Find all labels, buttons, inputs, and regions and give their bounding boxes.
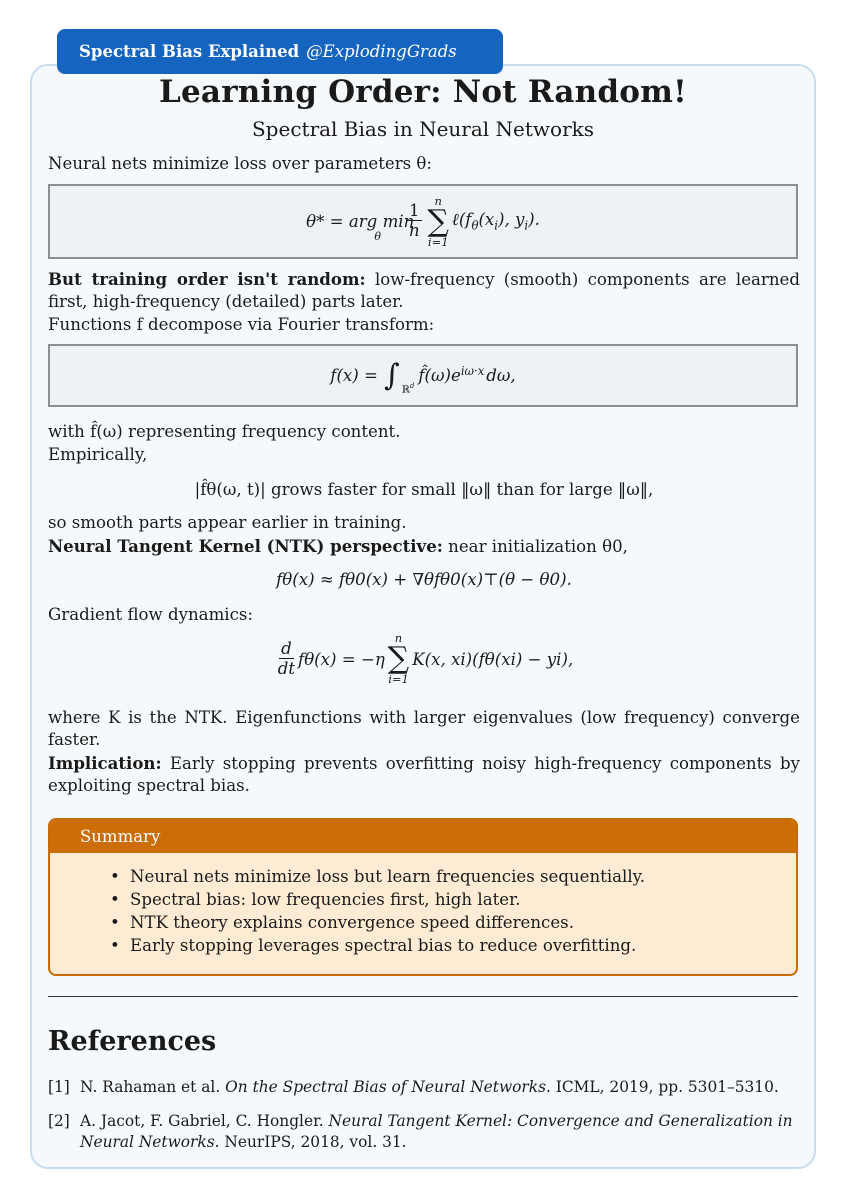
eq4-fraction [278, 640, 295, 679]
integral-icon: ∫ [383, 358, 400, 393]
summary-item: • Early stopping leverages spectral bias to reduce overfitting. [130, 934, 796, 957]
eq1-frac-den: n [408, 221, 420, 240]
eq1-tail: ). [528, 210, 540, 230]
with-line: with f̂(ω) representing frequency content. [48, 422, 401, 441]
eq2-integral-sub-sup: d [409, 381, 415, 390]
reference-title: On the Spectral Bias of Neural Networks. [225, 1078, 551, 1096]
header-tag [57, 29, 503, 74]
eq2-exp: iω·x [460, 363, 485, 378]
reference-item [48, 1077, 800, 1098]
ntk-bold: Neural Tangent Kernel (NTK) perspective: [48, 536, 443, 556]
eq4-body: K(x, xi)(fθ(xi) − yi), [412, 649, 574, 669]
training-order-text: low-frequency (smooth) components are learned first, high-frequency (detailed) parts later. [48, 270, 800, 311]
eq4-frac-num: d [281, 638, 292, 658]
reference-number: [1] [48, 1078, 70, 1096]
implication-paragraph [48, 752, 800, 797]
training-order-bold: But training order isn't random: [48, 269, 366, 289]
eq1-sum-bottom: i=1 [427, 234, 449, 249]
eq1-body-rest-sub: i [494, 218, 499, 233]
equation-ntk-linearization: fθ(x) ≈ fθ0(x) + ∇θfθ0(x)⊤(θ − θ0). [276, 570, 572, 589]
eq2-lhs: f(x) = [330, 366, 378, 385]
summary-heading: Summary [50, 820, 796, 853]
eq1-body-sub: θ [471, 218, 479, 233]
empirically-line: Empirically, [48, 445, 148, 464]
growth-statement: |f̂θ(ω, t)| grows faster for small ‖ω‖ than for large ‖ω‖, [194, 480, 654, 499]
eq1-lhs: θ* = arg min [306, 212, 415, 231]
eq4-sum: n ∑ i=1 [387, 631, 410, 686]
equation-argmin [48, 184, 798, 259]
reference-authors: A. Jacot, F. Gabriel, C. Hongler. [80, 1112, 324, 1130]
fourier-intro: Functions f decompose via Fourier transform: [48, 315, 435, 334]
eq1-body-end: ), y [498, 210, 525, 230]
eq1-sub: θ [374, 230, 381, 243]
reference-number: [2] [48, 1112, 70, 1130]
where-paragraph: where K is the NTK. Eigenfunctions with larger eigenvalues (low frequency) converge faster. [48, 708, 800, 749]
header-tag-handle: @ExplodingGrads [306, 42, 457, 61]
section-divider [48, 996, 798, 997]
page-title: Learning Order: Not Random! [159, 74, 687, 110]
eq1-sum: n ∑ i=1 [427, 193, 449, 249]
reference-authors: N. Rahaman et al. [80, 1078, 221, 1096]
references-heading: References [48, 1026, 217, 1057]
summary-item: • Spectral bias: low frequencies first, high later. [130, 888, 796, 911]
equation-fourier [48, 344, 798, 407]
eq2-tail: dω, [486, 366, 516, 385]
eq1-body-end-sub: i [524, 218, 529, 233]
summary-box [48, 818, 798, 976]
eq4-lhs: fθ(x) = −η [298, 649, 385, 669]
training-order-paragraph [48, 268, 800, 313]
eq4-sum-bottom: i=1 [388, 672, 409, 686]
summary-list [50, 865, 796, 957]
reference-title: Neural Tangent Kernel: Convergence and Generalization in Neural Networks. [80, 1112, 793, 1151]
intro-text: Neural nets minimize loss over parameters θ: [48, 154, 432, 173]
smooth-line: so smooth parts appear earlier in training. [48, 513, 407, 532]
summary-item: • Neural nets minimize loss but learn frequencies sequentially. [130, 865, 796, 888]
ntk-text: near initialization θ0, [448, 537, 628, 556]
page-subtitle: Spectral Bias in Neural Networks [251, 117, 595, 141]
reference-item [48, 1111, 800, 1153]
eq4-sum-top: n [394, 631, 403, 645]
eq1-body-rest: (x [478, 210, 495, 230]
eq1-sum-top: n [434, 193, 442, 208]
summary-item: • NTK theory explains convergence speed differences. [130, 911, 796, 934]
eq4-frac-den: dt [277, 658, 296, 678]
reference-venue: ICML, 2019, pp. 5301–5310. [555, 1078, 779, 1096]
equation-gradient-flow [48, 632, 800, 686]
ntk-paragraph [48, 535, 800, 558]
implication-text: Early stopping prevents overfitting noisy high-frequency components by exploiting spectral bias. [48, 754, 800, 795]
header-tag-label: Spectral Bias Explained [79, 42, 300, 61]
eq2-integral-sub: ℝ [401, 384, 410, 396]
gradient-intro: Gradient flow dynamics: [48, 605, 254, 624]
reference-venue: NeurIPS, 2018, vol. 31. [224, 1133, 407, 1151]
implication-bold: Implication: [48, 753, 162, 773]
eq1-frac-num: 1 [408, 201, 420, 220]
eq1-body: ℓ(f [451, 210, 472, 230]
eq2-body: f̂(ω)e [418, 366, 461, 385]
eq1-fraction [407, 202, 422, 241]
